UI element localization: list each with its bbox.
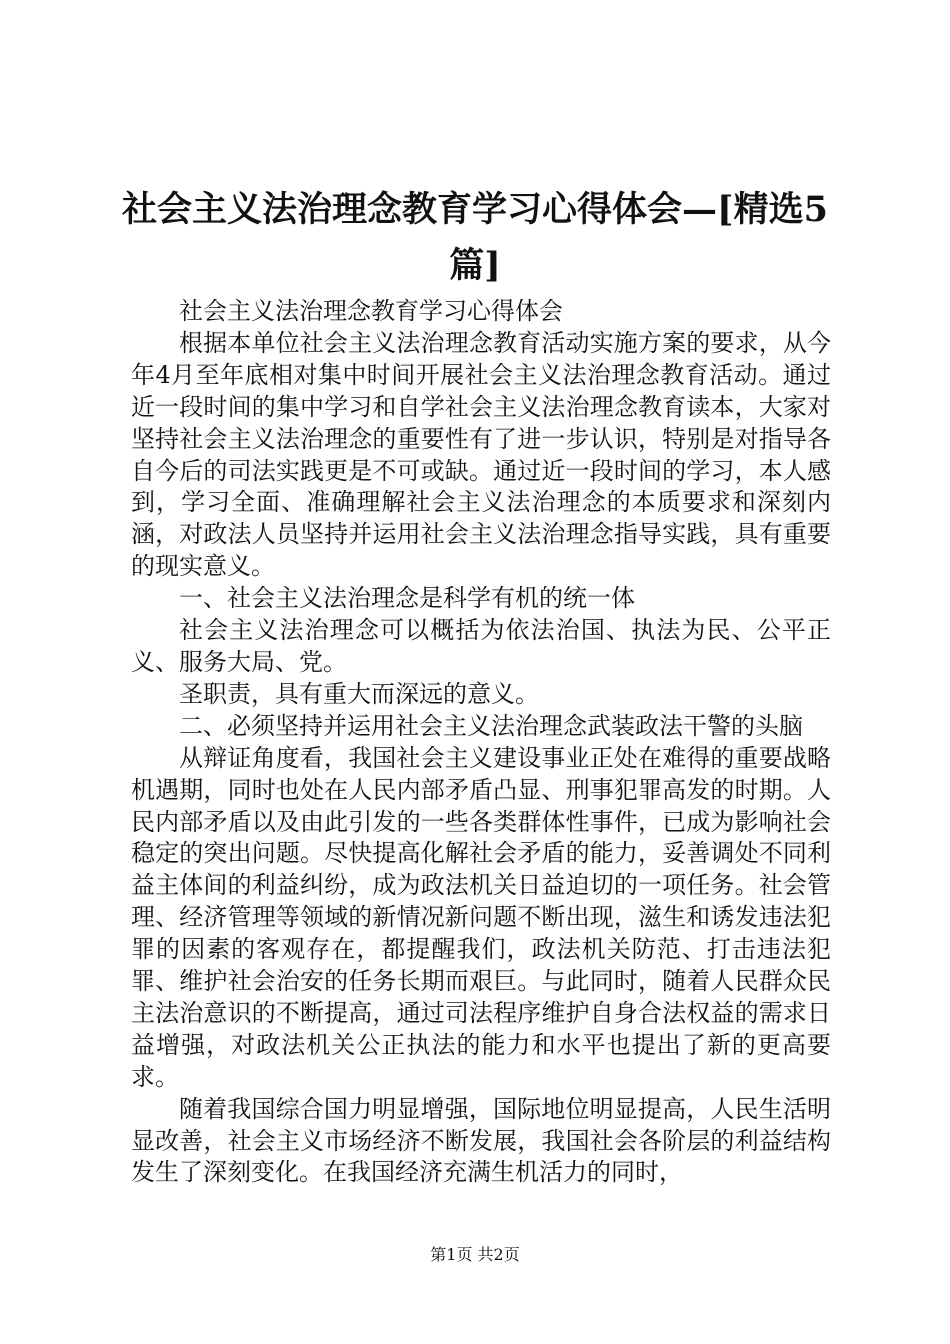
paragraph-subtitle: 社会主义法治理念教育学习心得体会 — [179, 297, 563, 325]
document-title: 社会主义法治理念教育学习心得体会—[精选5篇] — [122, 189, 828, 286]
page-number-footer: 第1页 共2页 — [430, 1245, 520, 1264]
document-body — [131, 296, 831, 1189]
paragraph: 圣职责，具有重大而深远的意义。 — [179, 679, 539, 708]
paragraph: 社会主义法治理念可以概括为依法治国、执法为民、公平正义、服务大局、党。 — [131, 616, 831, 676]
section-heading-2: 二、必须坚持并运用社会主义法治理念武装政法干警的头脑 — [179, 711, 803, 740]
section-heading-1: 一、社会主义法治理念是科学有机的统一体 — [179, 584, 635, 613]
paragraph: 根据本单位社会主义法治理念教育活动实施方案的要求，从今年4月至年底相对集中时间开展社会主义法治理念教育活动。通过近一段时间的集中学习和自学社会主义法治理念教育读本，大家对坚持社会主义法治理念的重要性有了进一步认识，特别是对指导各自今后的司法实践更是不可或缺。通过近一段时间的学习，本人感到，学习全面、准确理解社会主义法治理念的本质要求和深刻内涵，对政法人员坚持并运用社会主义法治理念指导实践，具有重要的现实意义。 — [131, 328, 831, 581]
paragraph: 从辩证角度看，我国社会主义建设事业正处在难得的重要战略机遇期，同时也处在人民内部矛盾凸显、刑事犯罪高发的时期。人民内部矛盾以及由此引发的一些各类群体性事件，已成为影响社会稳定的突出问题。尽快提高化解社会矛盾的能力，妥善调处不同利益主体间的利益纠纷，成为政法机关日益迫切的一项任务。社会管理、经济管理等领域的新情况新问题不断出现，滋生和诱发违法犯罪的因素的客观存在，都提醒我们，政法机关防范、打击违法犯罪、维护社会治安的任务长期而艰巨。与此同时，随着人民群众民主法治意识的不断提高，通过司法程序维护自身合法权益的需求日益增强，对政法机关公正执法的能力和水平也提出了新的更高要求。 — [131, 743, 831, 1091]
paragraph: 随着我国综合国力明显增强，国际地位明显提高，人民生活明显改善，社会主义市场经济不断发展，我国社会各阶层的利益结构发生了深刻变化。在我国经济充满生机活力的同时， — [131, 1094, 831, 1187]
